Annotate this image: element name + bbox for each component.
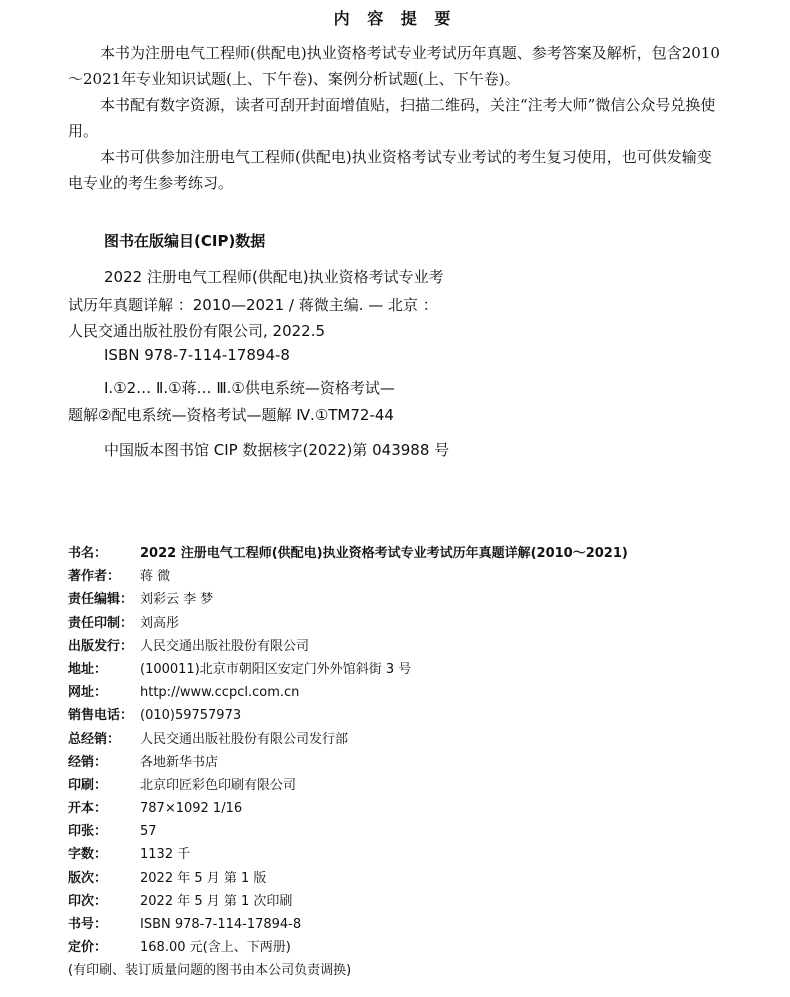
summary-heading: 内 容 提 要 — [333, 9, 457, 28]
info-label: 总经销： — [68, 731, 121, 747]
info-value: 北京印匠彩色印刷有限公司 — [140, 777, 297, 793]
info-row-word-count — [68, 843, 768, 866]
info-label: 责任印制： — [68, 615, 134, 631]
info-row-printing — [68, 890, 768, 913]
info-row-address — [68, 658, 768, 681]
cip-line: 人民交通出版社股份有限公司, 2022.5 — [68, 322, 326, 340]
summary-paragraph-text: 本书配有数字资源，读者可刮开封面增值贴，扫描二维码，关注“注考大师”微信公众号兑换使用。 — [68, 96, 716, 140]
cip-record-number: 中国版本图书馆 CIP 数据核字(2022)第 043988 号 — [104, 441, 450, 459]
info-label: 经销： — [68, 754, 108, 770]
info-label: 责任编辑： — [68, 592, 134, 608]
info-row-website — [68, 681, 768, 704]
info-label: 书号： — [68, 917, 108, 932]
cip-classification: 题解②配电系统—资格考试—题解 Ⅳ.①TM72-44 — [68, 406, 394, 424]
info-row-edition — [68, 867, 768, 890]
info-row-publisher — [68, 635, 768, 658]
summary-paragraph — [68, 40, 720, 92]
info-label: 地址： — [68, 661, 108, 677]
info-value: 刘彩云 李 梦 — [140, 592, 214, 608]
info-value: 2022 注册电气工程师(供配电)执业资格考试专业考试历年真题详解(2010～2021) — [140, 546, 628, 561]
info-row-isbn — [68, 913, 768, 936]
summary-paragraph-text: 本书为注册电气工程师(供配电)执业资格考试专业考试历年真题、参考答案及解析，包含2010～2021年专业知识试题(上、下午卷)、案例分析试题(上、下午卷)。 — [68, 44, 720, 88]
info-row-author — [68, 565, 768, 588]
info-row-format — [68, 797, 768, 820]
summary-paragraph — [68, 92, 720, 144]
info-value: 787×1092 1/16 — [140, 801, 243, 817]
summary-paragraph-text: 本书可供参加注册电气工程师(供配电)执业资格考试专业考试的考生复习使用，也可供发输变电专业的考生参考练习。 — [68, 148, 712, 192]
cip-title: 图书在版编目(CIP)数据 — [104, 232, 266, 250]
info-value: 人民交通出版社股份有限公司 — [140, 638, 310, 654]
info-row-phone — [68, 704, 768, 727]
info-value: 人民交通出版社股份有限公司发行部 — [140, 731, 349, 747]
info-value: (010)59757973 — [140, 708, 242, 724]
info-value: 168.00 元(含上、下两册) — [140, 940, 291, 956]
info-value: http://www.ccpcl.com.cn — [140, 685, 300, 701]
info-label: 出版发行： — [68, 638, 134, 654]
info-label: 版次： — [68, 870, 108, 886]
cip-isbn: ISBN 978-7-114-17894-8 — [104, 346, 290, 364]
info-label: 印张： — [68, 824, 108, 840]
cip-classification: Ⅰ.①2… Ⅱ.①蒋… Ⅲ.①供电系统—资格考试— — [104, 379, 395, 397]
summary-paragraph — [68, 144, 720, 196]
info-value: 1132 千 — [140, 847, 191, 863]
publication-info — [68, 542, 768, 983]
info-value: (100011)北京市朝阳区安定门外外馆斜街 3 号 — [140, 661, 412, 677]
info-value: 蒋 微 — [140, 569, 171, 585]
info-label: 开本： — [68, 801, 108, 817]
info-value: ISBN 978-7-114-17894-8 — [140, 917, 302, 932]
quality-note — [68, 959, 768, 982]
cip-line: 2022 注册电气工程师(供配电)执业资格考试专业考 — [104, 268, 444, 286]
cip-line: 试历年真题详解 ：2010—2021 / 蒋微主编. — 北京 ： — [68, 296, 438, 314]
info-row-printer — [68, 774, 768, 797]
info-label: 著作者： — [68, 569, 121, 585]
info-row-print-manager — [68, 612, 768, 635]
info-row-title — [68, 542, 768, 565]
info-row-price — [68, 936, 768, 959]
info-value: 刘高彤 — [140, 615, 180, 631]
info-value: 57 — [140, 824, 157, 840]
info-row-distributor — [68, 728, 768, 751]
info-label: 销售电话： — [68, 708, 134, 724]
info-label: 定价： — [68, 940, 108, 956]
info-row-sheets — [68, 820, 768, 843]
info-row-retailer — [68, 751, 768, 774]
info-row-editor — [68, 588, 768, 611]
info-label: 书名： — [68, 546, 108, 561]
info-label: 印刷： — [68, 777, 108, 793]
info-value: 2022 年 5 月 第 1 次印刷 — [140, 893, 293, 909]
quality-note-text: (有印刷、装订质量问题的图书由本公司负责调换) — [68, 963, 352, 979]
info-label: 字数： — [68, 847, 108, 863]
info-value: 2022 年 5 月 第 1 版 — [140, 870, 267, 886]
info-value: 各地新华书店 — [140, 754, 219, 770]
info-label: 网址： — [68, 685, 108, 701]
info-label: 印次： — [68, 893, 108, 909]
